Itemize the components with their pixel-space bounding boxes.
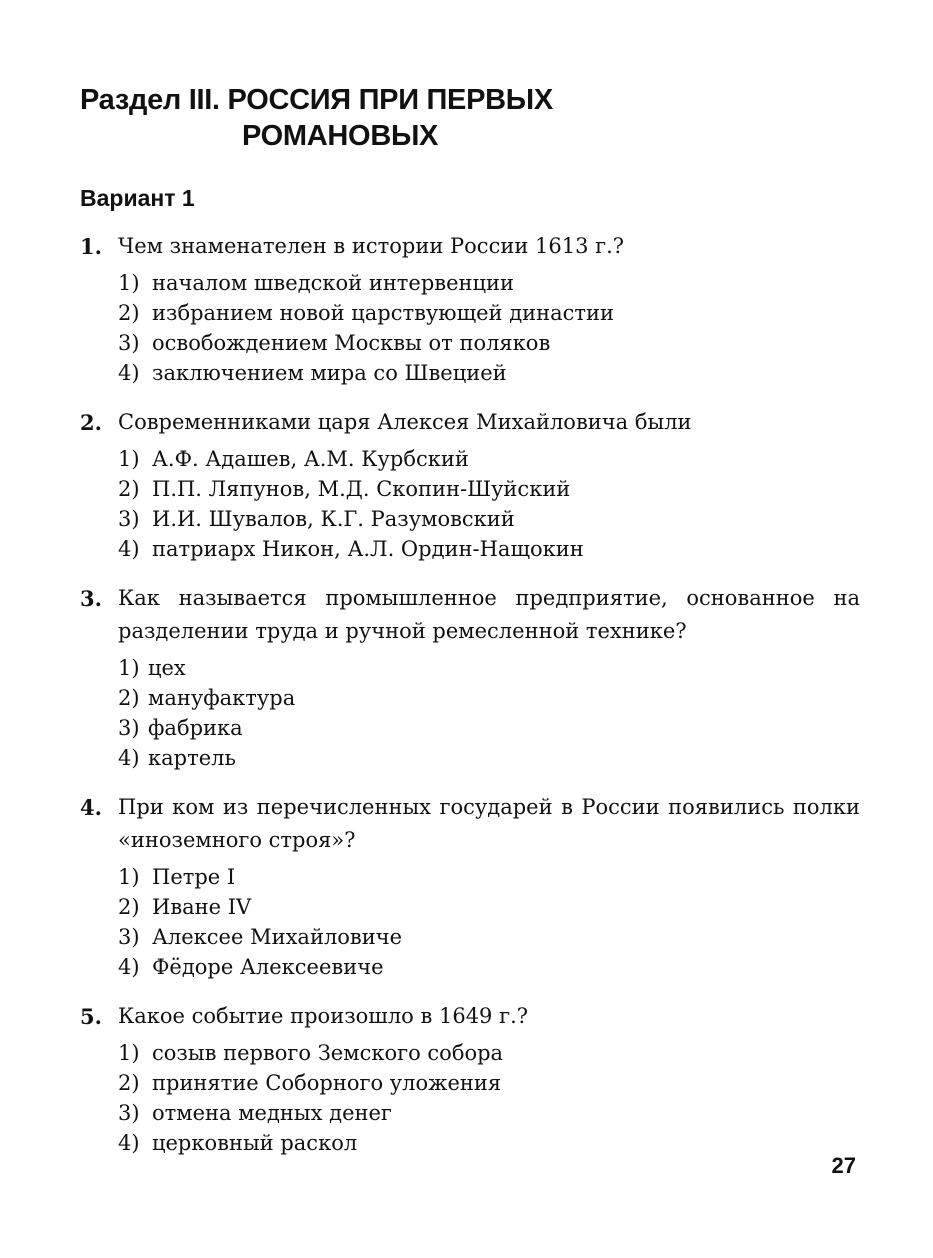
answer-option bbox=[118, 952, 860, 982]
answer-text: П.П. Ляпунов, М.Д. Скопин-Шуйский bbox=[152, 477, 571, 501]
question-text: Современниками царя Алексея Михайловича были bbox=[118, 410, 692, 434]
answer-text: созыв первого Земского собора bbox=[152, 1041, 504, 1065]
answer-option bbox=[118, 444, 860, 474]
question-text: При ком из перечисленных государей в России появились полки «иноземного строя»? bbox=[118, 795, 860, 852]
answer-number: 3) bbox=[118, 507, 140, 531]
answer-text: церковный раскол bbox=[152, 1131, 358, 1155]
answer-option bbox=[118, 743, 860, 773]
answer-number: 3) bbox=[118, 1101, 140, 1125]
answer-list bbox=[118, 862, 860, 982]
answer-text: фабрика bbox=[148, 716, 243, 740]
answer-option bbox=[118, 1038, 860, 1068]
answer-option bbox=[118, 534, 860, 564]
section-heading bbox=[80, 82, 553, 154]
answer-number: 1) bbox=[118, 865, 140, 889]
answer-option bbox=[118, 1098, 860, 1128]
question-number: 5. bbox=[80, 1004, 102, 1029]
question-number: 3. bbox=[80, 586, 102, 611]
answer-text: заключением мира со Швецией bbox=[152, 361, 507, 385]
answer-option bbox=[118, 1128, 860, 1158]
answer-text: цех bbox=[148, 656, 186, 680]
answer-text: И.И. Шувалов, К.Г. Разумовский bbox=[152, 507, 515, 531]
answer-number: 2) bbox=[118, 301, 140, 325]
question-2 bbox=[80, 406, 860, 564]
question-number: 2. bbox=[80, 410, 102, 435]
question-number: 4. bbox=[80, 795, 102, 820]
answer-option bbox=[118, 922, 860, 952]
answer-number: 3) bbox=[118, 716, 140, 740]
question-3 bbox=[80, 582, 860, 773]
answer-number: 2) bbox=[118, 1071, 140, 1095]
answer-option bbox=[118, 653, 860, 683]
answer-text: Фёдоре Алексеевиче bbox=[152, 955, 384, 979]
answer-number: 2) bbox=[118, 686, 140, 710]
answer-option bbox=[118, 892, 860, 922]
question-5 bbox=[80, 1000, 860, 1158]
answer-number: 3) bbox=[118, 925, 140, 949]
answer-number: 4) bbox=[118, 955, 140, 979]
answer-list bbox=[118, 1038, 860, 1158]
answer-option bbox=[118, 298, 860, 328]
answer-text: Алексее Михайловиче bbox=[152, 925, 403, 949]
question-list bbox=[80, 230, 860, 1176]
answer-text: освобождением Москвы от поляков bbox=[152, 331, 551, 355]
answer-text: отмена медных денег bbox=[152, 1101, 392, 1125]
answer-number: 4) bbox=[118, 361, 140, 385]
answer-option bbox=[118, 358, 860, 388]
answer-number: 1) bbox=[118, 656, 140, 680]
answer-option bbox=[118, 504, 860, 534]
answer-number: 4) bbox=[118, 1131, 140, 1155]
answer-text: А.Ф. Адашев, А.М. Курбский bbox=[152, 447, 469, 471]
answer-number: 2) bbox=[118, 477, 140, 501]
answer-option bbox=[118, 683, 860, 713]
answer-text: патриарх Никон, А.Л. Ордин-Нащокин bbox=[152, 537, 584, 561]
answer-number: 2) bbox=[118, 895, 140, 919]
answer-text: началом шведской интервенции bbox=[152, 271, 515, 295]
answer-text: Иване IV bbox=[152, 895, 252, 919]
question-text: Чем знаменателен в истории России 1613 г.? bbox=[118, 234, 625, 258]
answer-number: 4) bbox=[118, 746, 140, 770]
answer-option bbox=[118, 862, 860, 892]
answer-text: избранием новой царствующей династии bbox=[152, 301, 615, 325]
answer-option bbox=[118, 474, 860, 504]
question-text: Какое событие произошло в 1649 г.? bbox=[118, 1004, 529, 1028]
section-heading-line1: Раздел III. РОССИЯ ПРИ ПЕРВЫХ bbox=[80, 84, 553, 116]
answer-text: мануфактура bbox=[148, 686, 296, 710]
section-heading-line2: РОМАНОВЫХ bbox=[242, 120, 439, 152]
answer-number: 4) bbox=[118, 537, 140, 561]
question-1 bbox=[80, 230, 860, 388]
question-number: 1. bbox=[80, 234, 102, 259]
variant-heading: Вариант 1 bbox=[80, 185, 195, 211]
page-number: 27 bbox=[831, 1153, 856, 1178]
answer-text: принятие Соборного уложения bbox=[152, 1071, 502, 1095]
answer-option bbox=[118, 268, 860, 298]
answer-text: картель bbox=[148, 746, 236, 770]
answer-number: 1) bbox=[118, 1041, 140, 1065]
answer-list bbox=[118, 653, 860, 773]
answer-option bbox=[118, 713, 860, 743]
answer-text: Петре I bbox=[152, 865, 236, 889]
answer-list bbox=[118, 268, 860, 388]
answer-option bbox=[118, 1068, 860, 1098]
answer-list bbox=[118, 444, 860, 564]
question-text: Как называется промышленное предприятие, основанное на разделении труда и ручной ремесленной технике? bbox=[118, 586, 860, 643]
answer-number: 1) bbox=[118, 271, 140, 295]
answer-number: 3) bbox=[118, 331, 140, 355]
answer-option bbox=[118, 328, 860, 358]
answer-number: 1) bbox=[118, 447, 140, 471]
question-4 bbox=[80, 791, 860, 982]
